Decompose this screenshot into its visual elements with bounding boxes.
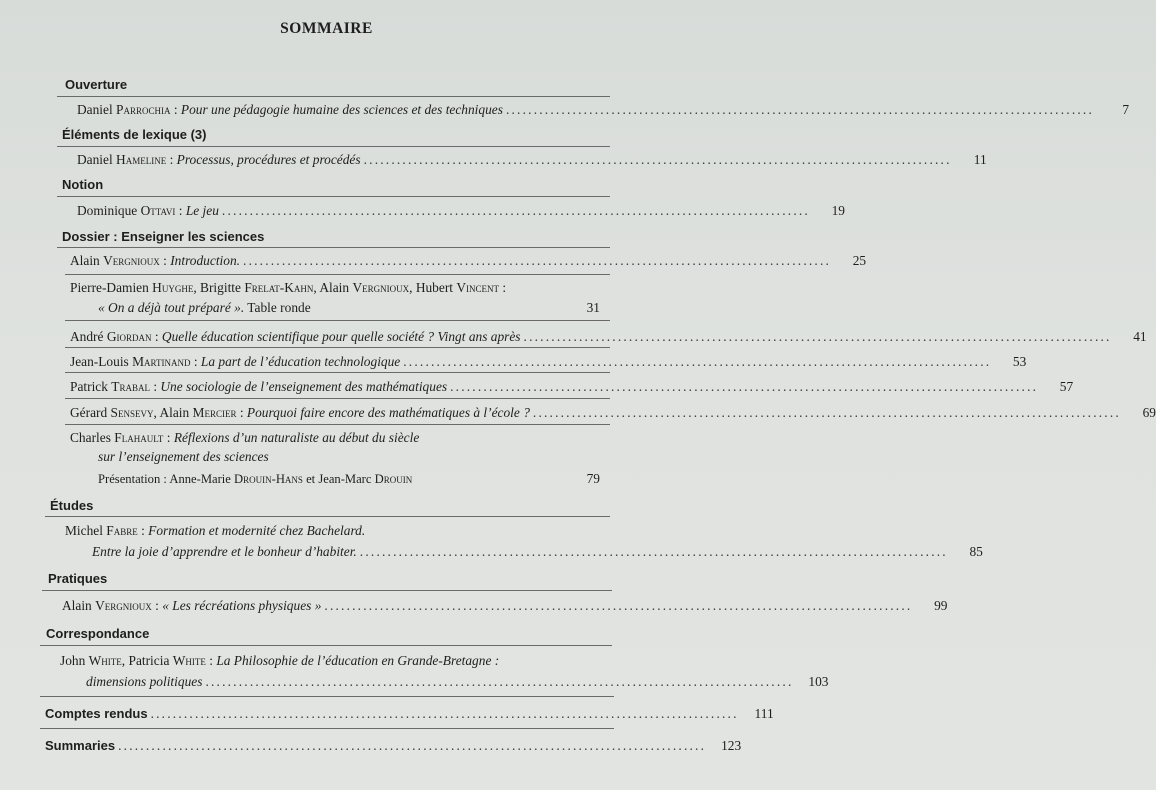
page-number: 123 — [721, 738, 742, 753]
toc-entry-vergnioux-recreations: Alain Vergnioux : « Les récréations physiques » .......................................................................................................... 99 — [62, 598, 948, 613]
page-title: SOMMAIRE — [280, 20, 373, 37]
dot-leader: .......................................................................................................... — [150, 706, 739, 721]
entry-divider — [65, 274, 610, 275]
page-number: 103 — [808, 674, 829, 689]
entry-divider — [65, 398, 610, 399]
toc-entry-white-line2: dimensions politiques .......................................................................................................... 103 — [86, 674, 829, 689]
entry-divider — [65, 320, 610, 321]
page-number: 7 — [1122, 102, 1130, 117]
page-number: 99 — [934, 598, 948, 613]
section-dossier: Dossier : Enseigner les sciences — [62, 229, 265, 244]
toc-entry-flahault-line2: sur l’enseignement des sciences — [98, 449, 269, 464]
page-number: 53 — [1012, 354, 1027, 369]
dot-leader: .......................................................................................................... — [243, 253, 832, 268]
toc-entry-giordan: André Giordan : Quelle éducation scientifique pour quelle société ? Vingt ans après .......................................................................................................... 41 — [70, 329, 1147, 344]
toc-entry-summaries: Summaries .......................................................................................................... 123 — [45, 738, 742, 753]
page-number: 57 — [1059, 379, 1074, 394]
toc-entry-sensevy-mercier: Gérard Sensevy, Alain Mercier : Pourquoi faire encore des mathématiques à l’école ? .......................................................................................................... 69 — [70, 405, 1156, 420]
entry-divider — [65, 347, 610, 348]
dot-leader: .......................................................................................................... — [205, 674, 794, 689]
page-number: 69 — [1142, 405, 1156, 420]
section-ouverture: Ouverture — [65, 77, 128, 92]
toc-entry-trabal: Patrick Trabal : Une sociologie de l’enseignement des mathématiques .......................................................................................................... 57 — [70, 379, 1074, 394]
dot-leader: .......................................................................................................... — [221, 203, 810, 218]
section-pratiques: Pratiques — [48, 571, 108, 586]
toc-entry-hameline: Daniel Hameline : Processus, procédures et procédés .......................................................................................................... 11 — [77, 152, 987, 167]
toc-entry-white-line1: John White, Patricia White : La Philosophie de l’éducation en Grande-Bretagne : — [60, 653, 500, 668]
toc-entry-fabre-line2: Entre la joie d’apprendre et le bonheur d’habiter. .......................................................................................................... 85 — [92, 544, 983, 559]
toc-entry-comptes-rendus: Comptes rendus .......................................................................................................... 111 — [45, 706, 774, 721]
section-divider — [57, 146, 610, 147]
page-number: 41 — [1133, 329, 1147, 344]
section-divider — [42, 590, 612, 591]
toc-entry-parrochia: Daniel Parrochia : Pour une pédagogie humaine des sciences et des techniques .......................................................................................................... 7 — [77, 102, 1130, 117]
toc-entry-table-ronde-authors: Pierre-Damien Huyghe, Brigitte Frelat-Kahn, Alain Vergnioux, Hubert Vincent : — [70, 280, 507, 295]
section-divider — [40, 645, 612, 646]
toc-entry-flahault-line1: Charles Flahault : Réflexions d’un naturaliste au début du siècle — [70, 430, 420, 445]
dot-leader: .......................................................................................................... — [505, 102, 1095, 117]
toc-entry-vergnioux-introduction: Alain Vergnioux : Introduction. .......................................................................................................... 25 — [70, 253, 867, 268]
entry-divider — [65, 424, 610, 425]
dot-leader: .......................................................................................................... — [403, 354, 992, 369]
section-etudes: Études — [50, 498, 94, 513]
dot-leader: .......................................................................................................... — [324, 598, 913, 613]
page-number: 11 — [973, 152, 987, 167]
toc-entry-fabre-line1: Michel Fabre : Formation et modernité chez Bachelard. — [65, 523, 366, 538]
section-notion: Notion — [62, 177, 104, 192]
section-correspondance: Correspondance — [46, 626, 150, 641]
page-number: 19 — [831, 203, 845, 218]
dot-leader: .......................................................................................................... — [450, 379, 1039, 394]
dot-leader: .......................................................................................................... — [359, 544, 948, 559]
dot-leader: .......................................................................................................... — [363, 152, 952, 167]
section-divider — [57, 96, 610, 97]
section-divider — [45, 516, 610, 517]
section-lexique: Éléments de lexique (3) — [62, 127, 207, 142]
toc-entry-flahault-presentation: Présentation : Anne-Marie Drouin-Hans et Jean-Marc Drouin 79 — [98, 471, 600, 486]
toc-entry-martinand: Jean-Louis Martinand : La part de l’éducation technologique .......................................................................................................... 53 — [70, 354, 1027, 369]
dot-leader: .......................................................................................................... — [523, 329, 1112, 344]
page-number: 79 — [586, 471, 600, 486]
page-number: 85 — [969, 544, 983, 559]
toc-entry-ottavi: Dominique Ottavi : Le jeu .......................................................................................................... 19 — [77, 203, 845, 218]
page-number: 25 — [852, 253, 867, 268]
entry-divider — [65, 372, 610, 373]
dot-leader: .......................................................................................................... — [118, 738, 707, 753]
section-divider — [40, 696, 614, 697]
section-divider — [57, 196, 610, 197]
page-number: 111 — [754, 706, 774, 721]
page-number: 31 — [586, 300, 600, 315]
dot-leader: .......................................................................................................... — [532, 405, 1121, 420]
section-divider — [57, 247, 610, 248]
toc-entry-table-ronde: « On a déjà tout préparé ». Table ronde 31 — [98, 300, 600, 315]
section-divider — [40, 728, 614, 729]
